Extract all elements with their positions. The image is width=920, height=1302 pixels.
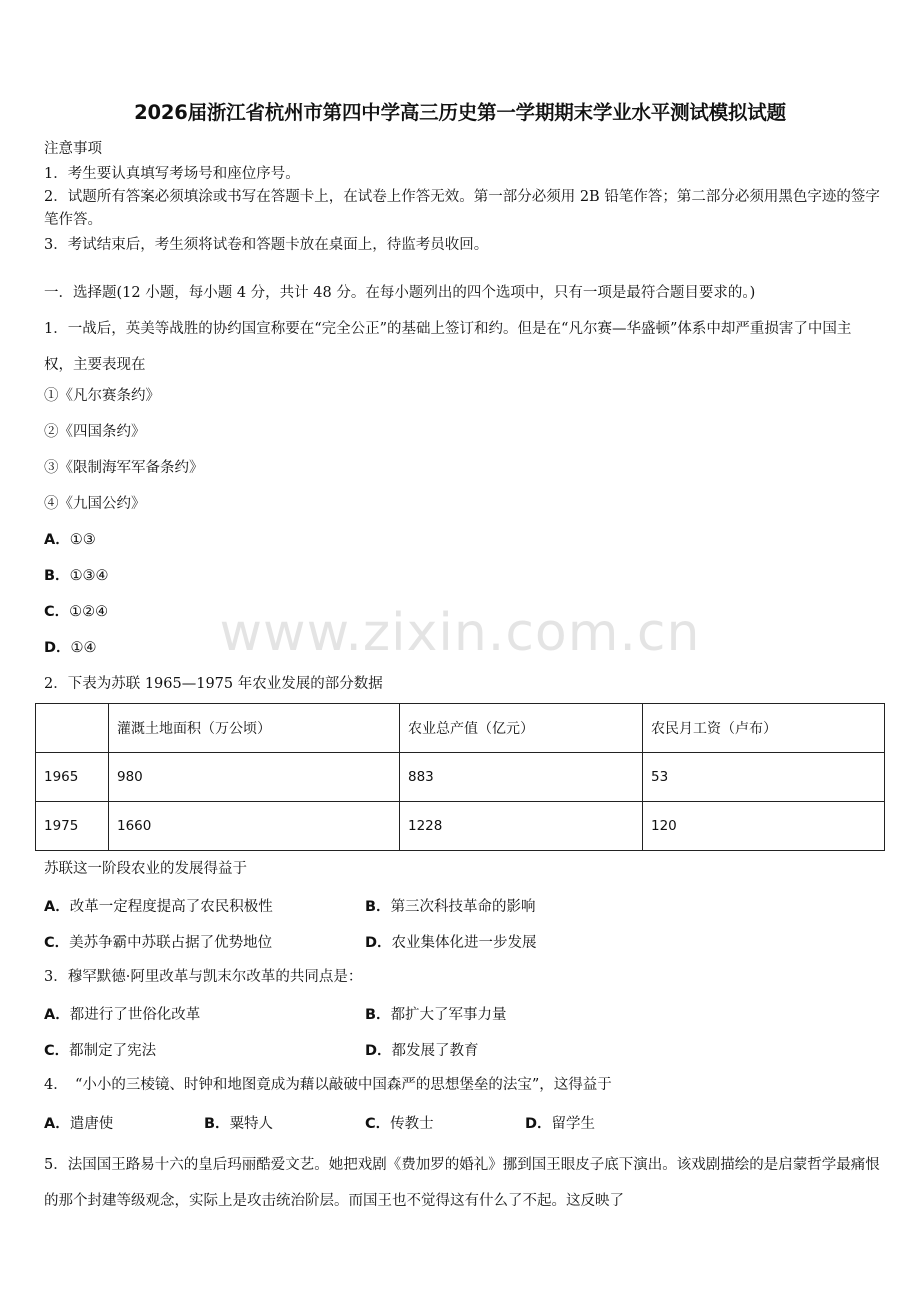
table-row <box>36 802 885 851</box>
option-letter: D． <box>365 935 392 951</box>
option-text: 改革一定程度提高了农民积极性 <box>69 899 273 915</box>
option-letter: C． <box>44 604 70 620</box>
option-text: ①③ <box>69 532 96 548</box>
option-letter: D． <box>525 1116 552 1132</box>
option-text: 留学生 <box>551 1116 596 1132</box>
table-cell: 53 <box>643 753 885 802</box>
option-letter: A． <box>44 899 70 915</box>
table-header-cell <box>36 704 109 753</box>
option-letter: C． <box>44 1043 70 1059</box>
option-letter: B． <box>204 1116 230 1132</box>
table-header-cell: 农业总产值（亿元） <box>400 704 643 753</box>
option-text: 都发展了教育 <box>391 1043 479 1059</box>
option-text: 传教士 <box>390 1116 434 1132</box>
question-2-stem: 2．下表为苏联 1965—1975 年农业发展的部分数据 <box>44 676 383 692</box>
table-header-cell: 灌溉土地面积（万公顷） <box>109 704 400 753</box>
option-text: ①②④ <box>69 604 109 620</box>
table-header-row <box>36 704 885 753</box>
question-3-option-b <box>365 1003 507 1024</box>
question-1-item: ①《凡尔赛条约》 <box>44 388 160 404</box>
question-3-option-c <box>44 1039 156 1060</box>
option-letter: C． <box>44 935 70 951</box>
option-letter: A． <box>44 1007 70 1023</box>
table-cell: 1965 <box>36 753 109 802</box>
table-cell: 883 <box>400 753 643 802</box>
option-text: 粟特人 <box>229 1116 274 1132</box>
notice-item-1: 1．考生要认真填写考场号和座位序号。 <box>44 166 300 182</box>
option-text: ①④ <box>70 640 97 656</box>
option-letter: B． <box>44 568 70 584</box>
question-5-stem: 5．法国国王路易十六的皇后玛丽酷爱文艺。她把戏剧《费加罗的婚礼》挪到国王眼皮子底下演出。该戏剧描绘的是启蒙哲学最痛恨的那个封建等级观念，实际上是攻击统治阶层。而国王也不觉得这有什么了不起。这反映了 <box>44 1157 880 1209</box>
question-1-item: ②《四国条约》 <box>44 424 146 440</box>
option-letter: D． <box>365 1043 392 1059</box>
agriculture-data-table <box>35 703 885 851</box>
question-3-option-a <box>44 1003 200 1024</box>
question-1-option-b <box>44 566 109 586</box>
notice-item-2: 2．试题所有答案必须填涂或书写在答题卡上，在试卷上作答无效。第一部分必须用 2B 铅笔作答；第二部分必须用黑色字迹的签字笔作答。 <box>44 189 880 228</box>
table-cell: 980 <box>109 753 400 802</box>
option-letter: C． <box>365 1116 391 1132</box>
question-1-item: ③《限制海军军备条约》 <box>44 460 204 476</box>
question-2-option-c <box>44 931 272 952</box>
option-text: 都制定了宪法 <box>69 1043 157 1059</box>
option-letter: A． <box>44 1116 70 1132</box>
question-4-option-d <box>525 1112 595 1133</box>
question-1-stem: 1．一战后，英美等战胜的协约国宣称要在“完全公正”的基础上签订和约。但是在“凡尔赛—华盛顿”体系中却严重损害了中国主权，主要表现在 <box>44 321 852 373</box>
page-title: 2026届浙江省杭州市第四中学高三历史第一学期期末学业水平测试模拟试题 <box>134 101 786 124</box>
table-cell: 1660 <box>109 802 400 851</box>
notice-heading: 注意事项 <box>44 141 102 157</box>
question-4-option-b <box>204 1112 273 1133</box>
question-3-stem: 3．穆罕默德·阿里改革与凯末尔改革的共同点是： <box>44 969 363 985</box>
option-text: 遣唐使 <box>69 1116 114 1132</box>
question-1-item: ④《九国公约》 <box>44 496 146 512</box>
question-2-option-a <box>44 895 273 916</box>
section-heading: 一．选择题(12 小题，每小题 4 分，共计 48 分。在每小题列出的四个选项中，只有一项是最符合题目要求的。) <box>44 285 756 301</box>
question-2-option-d <box>365 931 537 952</box>
question-2-followup: 苏联这一阶段农业的发展得益于 <box>44 861 247 877</box>
table-row <box>36 753 885 802</box>
option-text: 第三次科技革命的影响 <box>390 899 536 915</box>
question-4-stem: 4． “小小的三棱镜、时钟和地图竟成为藉以敲破中国森严的思想堡垒的法宝”，这得益于 <box>44 1077 612 1093</box>
question-3-option-d <box>365 1039 479 1060</box>
option-letter: A． <box>44 532 70 548</box>
table-cell: 120 <box>643 802 885 851</box>
table-header-cell: 农民月工资（卢布） <box>643 704 885 753</box>
option-text: 都进行了世俗化改革 <box>69 1007 201 1023</box>
option-letter: B． <box>365 1007 391 1023</box>
question-1-option-a <box>44 530 96 550</box>
table-cell: 1975 <box>36 802 109 851</box>
option-text: 美苏争霸中苏联占据了优势地位 <box>69 935 273 951</box>
question-4-option-a <box>44 1112 113 1133</box>
option-letter: D． <box>44 640 71 656</box>
question-2-option-b <box>365 895 536 916</box>
table-cell: 1228 <box>400 802 643 851</box>
watermark: www.zixin.com.cn <box>219 603 701 663</box>
option-letter: B． <box>365 899 391 915</box>
option-text: 农业集体化进一步发展 <box>391 935 537 951</box>
notice-item-3: 3．考试结束后，考生须将试卷和答题卡放在桌面上，待监考员收回。 <box>44 237 489 253</box>
option-text: ①③④ <box>69 568 109 584</box>
question-4-option-c <box>365 1112 434 1133</box>
option-text: 都扩大了军事力量 <box>390 1007 507 1023</box>
